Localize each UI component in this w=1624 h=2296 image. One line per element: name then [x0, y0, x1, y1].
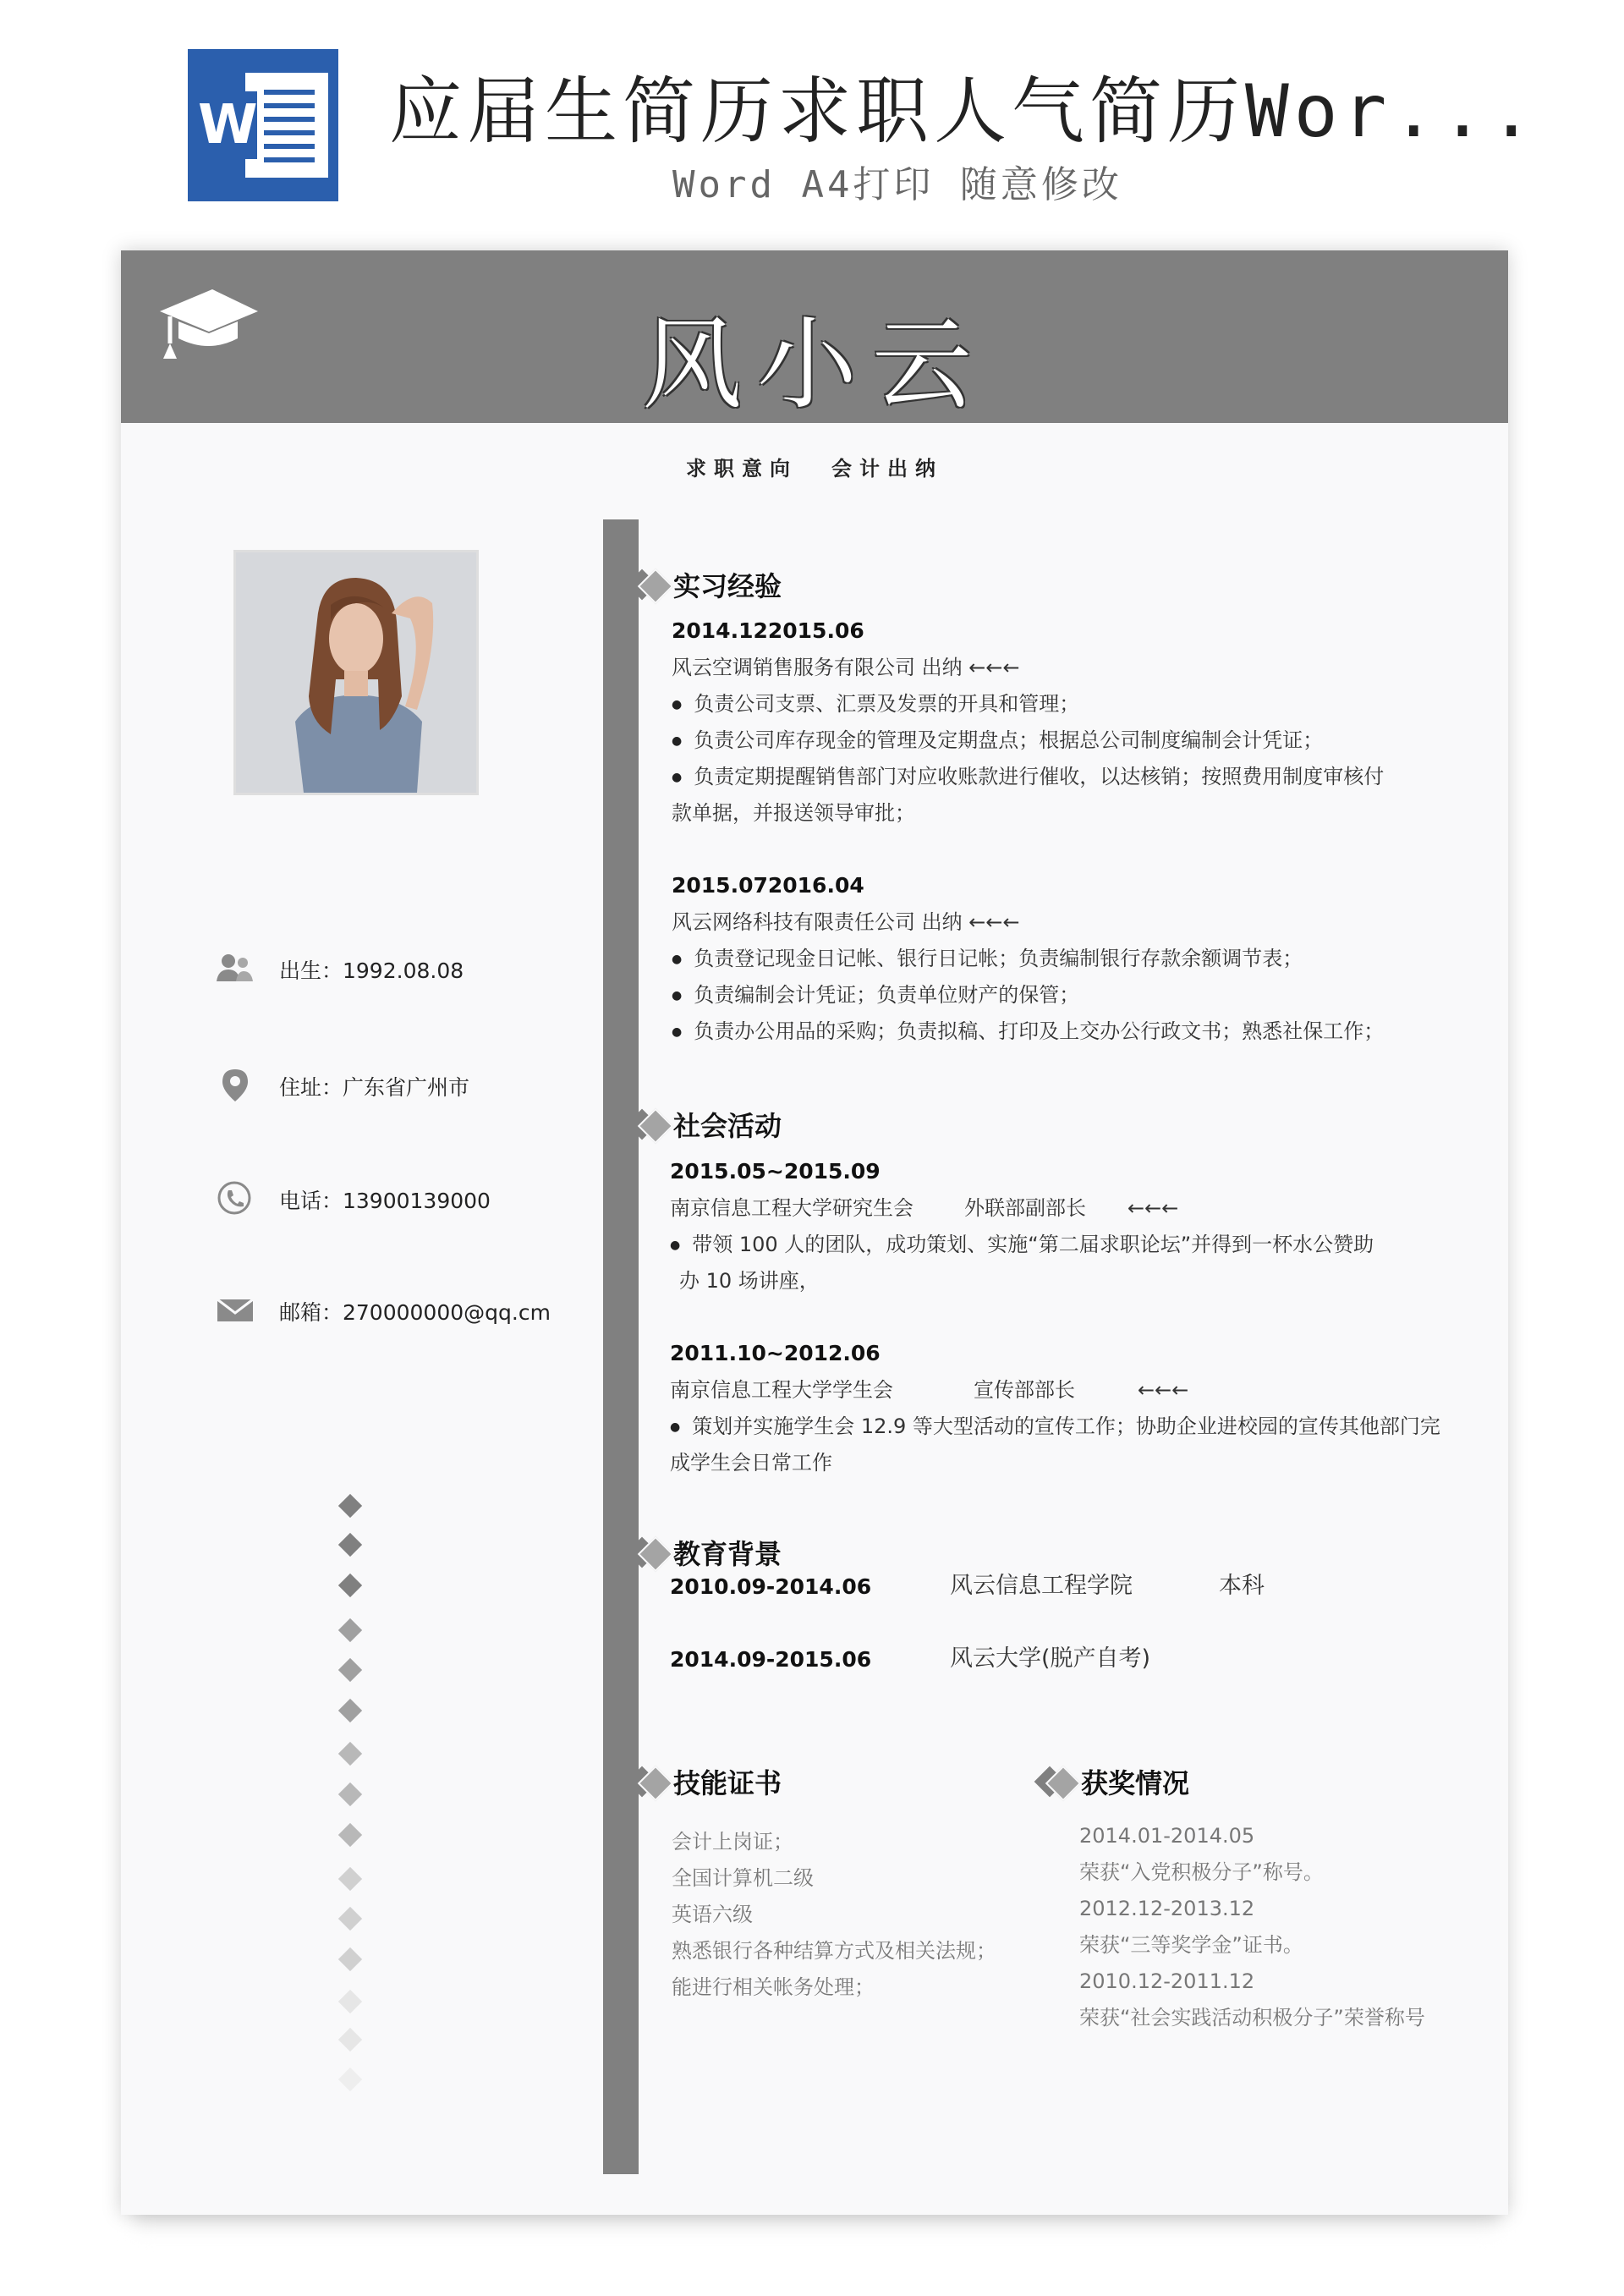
people-icon	[216, 951, 255, 985]
arrows-icon: ←←←	[1127, 1196, 1179, 1220]
internship-2-item: ● 负责编制会计凭证；负责单位财产的保管；	[672, 980, 1079, 1013]
skill-item: 英语六级	[672, 1903, 753, 1926]
resume-page	[121, 250, 1508, 2215]
contact-phone	[216, 1181, 571, 1215]
award-item: 荣获“入党积极分子”称号。	[1079, 1860, 1324, 1884]
phone-icon	[216, 1181, 255, 1215]
award-item: 2012.12-2013.12	[1079, 1897, 1255, 1920]
education-1-degree: 本科	[1219, 1573, 1265, 1599]
decor-diamond	[338, 1867, 362, 1891]
decor-diamond	[338, 1494, 362, 1518]
arrows-icon: ←←←	[1138, 1378, 1189, 1402]
decor-diamond	[338, 1947, 362, 1971]
award-item: 荣获“三等奖学金”证书。	[1079, 1933, 1303, 1957]
decor-diamond	[338, 1574, 362, 1597]
internship-2-org: 风云网络科技有限责任公司 出纳 ←←←	[672, 910, 1020, 934]
document-subtitle: Word A4打印 随意修改	[672, 163, 1122, 206]
social-1-date: 2015.05~2015.09	[670, 1159, 881, 1184]
social-2-org: 南京信息工程大学学生会	[670, 1378, 893, 1402]
section-awards-title: 获奖情况	[1081, 1767, 1190, 1799]
decor-diamond	[338, 2068, 362, 2091]
email-text: 邮箱：270000000@qq.cm	[279, 1300, 551, 1325]
award-item: 2014.01-2014.05	[1079, 1824, 1255, 1848]
decor-diamond	[338, 1907, 362, 1931]
decor-diamond	[338, 1533, 362, 1557]
award-item: 2010.12-2011.12	[1079, 1969, 1255, 1993]
social-2-item-cont: 成学生会日常工作	[670, 1451, 832, 1475]
contact-email	[216, 1293, 571, 1327]
decor-diamond	[338, 1699, 362, 1722]
section-social-title: 社会活动	[673, 1110, 782, 1142]
social-1-item: ● 带领 100 人的团队，成功策划、实施“第二届求职论坛”并得到一杯水公赞助	[670, 1230, 1374, 1262]
job-intent-value: 会计出纳	[831, 457, 943, 481]
internship-1-date: 2014.122015.06	[672, 618, 864, 643]
social-2-role: 宣传部部长	[974, 1378, 1075, 1402]
skill-item: 能进行相关帐务处理；	[672, 1975, 875, 1999]
decor-diamond	[338, 1618, 362, 1642]
birth-text: 出生：1992.08.08	[279, 958, 464, 983]
social-1-role: 外联部副部长	[964, 1196, 1086, 1220]
job-intent-label: 求职意向	[686, 457, 798, 481]
internship-2-item: ● 负责登记现金日记帐、银行日记帐；负责编制银行存款余额调节表；	[672, 944, 1303, 976]
section-skills-title: 技能证书	[673, 1767, 782, 1799]
profile-photo	[233, 550, 479, 795]
section-internship-title: 实习经验	[673, 570, 782, 602]
document-title: 应届生简历求职人气简历Wor...	[389, 69, 1539, 154]
social-2-item: ● 策划并实施学生会 12.9 等大型活动的宣传工作；协助企业进校园的宣传其他部门完	[670, 1412, 1440, 1444]
address-text: 住址：广东省广州市	[279, 1075, 470, 1100]
contact-birth	[216, 951, 571, 985]
social-1-item-cont: 办 10 场讲座，	[679, 1269, 820, 1293]
envelope-icon	[216, 1293, 255, 1327]
word-app-icon: W	[188, 49, 338, 201]
phone-text: 电话：13900139000	[279, 1189, 491, 1213]
skill-item: 会计上岗证；	[672, 1830, 793, 1854]
decor-diamond	[338, 1823, 362, 1847]
internship-2-item: ● 负责办公用品的采购；负责拟稿、打印及上交办公行政文书；熟悉社保工作；	[672, 1017, 1384, 1049]
award-item: 荣获“社会实践活动积极分子”荣誉称号	[1079, 2006, 1425, 2030]
social-1-org: 南京信息工程大学研究生会	[670, 1196, 914, 1220]
education-2-date: 2014.09-2015.06	[670, 1647, 872, 1672]
decor-diamond	[338, 1990, 362, 2013]
education-2-school: 风云大学(脱产自考)	[950, 1645, 1151, 1672]
location-pin-icon	[216, 1068, 255, 1101]
decor-diamond	[338, 1782, 362, 1806]
decor-diamond	[338, 2028, 362, 2052]
internship-1-org: 风云空调销售服务有限公司 出纳 ←←←	[672, 656, 1020, 679]
contact-address	[216, 1068, 571, 1101]
decor-diamond	[338, 1742, 362, 1766]
job-intent	[121, 452, 1508, 481]
internship-2-date: 2015.072016.04	[672, 873, 864, 898]
education-1-school: 风云信息工程学院	[950, 1573, 1133, 1599]
candidate-name: 风小云	[641, 306, 987, 423]
timeline-bar	[603, 519, 639, 2174]
skill-item: 全国计算机二级	[672, 1866, 814, 1890]
header-band	[121, 250, 1508, 423]
section-education-title: 教育背景	[673, 1538, 782, 1570]
decor-diamond	[338, 1658, 362, 1682]
internship-1-item: ● 负责公司支票、汇票及发票的开具和管理；	[672, 689, 1079, 722]
internship-1-item: ● 负责公司库存现金的管理及定期盘点；根据总公司制度编制会计凭证；	[672, 726, 1323, 758]
education-1-date: 2010.09-2014.06	[670, 1574, 872, 1599]
social-2-date: 2011.10~2012.06	[670, 1341, 881, 1365]
skill-item: 熟悉银行各种结算方式及相关法规；	[672, 1939, 996, 1963]
internship-1-item-cont: 款单据，并报送领导审批；	[672, 801, 915, 825]
internship-1-item: ● 负责定期提醒销售部门对应收账款进行催收，以达核销；按照费用制度审核付	[672, 762, 1384, 794]
